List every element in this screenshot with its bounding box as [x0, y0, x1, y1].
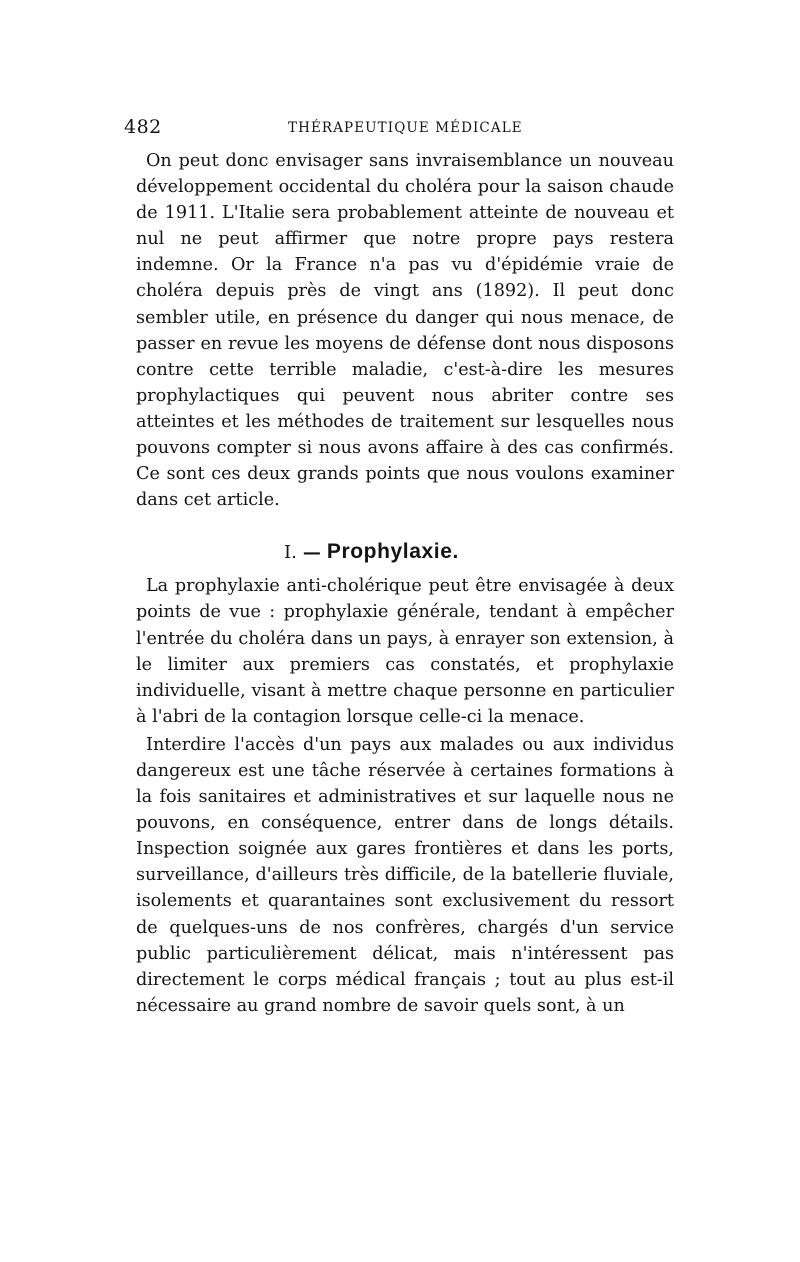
running-head [124, 112, 674, 142]
section-dash: — [302, 542, 321, 564]
section-heading [136, 537, 674, 567]
intro-paragraph: On peut donc envisager sans invraisemblance un nouveau développement occidental du choléra pour la saison chaude de 1911. L'Italie sera probablement atteinte de nouveau et nul ne peut affirmer que notre propre pays restera indemne. Or la France n'a pas vu d'épidémie vraie de choléra depuis près de vingt ans (1892). Il peut donc sembler utile, en présence du danger qui nous menace, de passer en revue les moyens de défense dont nous disposons contre cette terrible maladie, c'est-à-dire les mesures prophylactiques qui peuvent nous abriter contre ses atteintes et les méthodes de traitement sur lesquelles nous pouvons compter si nous avons affaire à des cas confirmés. Ce sont ces deux grands points que nous voulons examiner dans cet article. [136, 151, 674, 511]
section-title: Prophylaxie. [326, 540, 459, 564]
book-page [124, 112, 674, 1019]
section-number: I. [284, 542, 297, 564]
running-title: THÉRAPEUTIQUE MÉDICALE [288, 120, 523, 136]
body-paragraph-interdire: Interdire l'accès d'un pays aux malades ou aux individus dangereux est une tâche réservée à certaines formations à la fois sanitaires et administratives et sur laquelle nous ne pouvons, en conséquence, entrer dans de longs détails. Inspection soignée aux gares frontières et dans les ports, surveillance, d'ailleurs très difficile, de la batellerie fluviale, isolements et quarantaines sont exclusivement du ressort de quelques-uns de nos confrères, chargés d'un service public particulièrement délicat, mais n'intéressent pas directement le corps médical français ; tout au plus est-il nécessaire au grand nombre de savoir quels sont, à un [136, 734, 674, 1016]
body-paragraph-prophylaxie: La prophylaxie anti-cholérique peut être envisagée à deux points de vue : prophylaxie générale, tendant à empêcher l'entrée du choléra dans un pays, à enrayer son extension, à le limiter aux premiers cas constatés, et prophylaxie individuelle, visant à mettre chaque personne en particulier à l'abri de la contagion lorsque celle-ci la menace. [136, 576, 674, 727]
page-number: 482 [124, 116, 162, 138]
